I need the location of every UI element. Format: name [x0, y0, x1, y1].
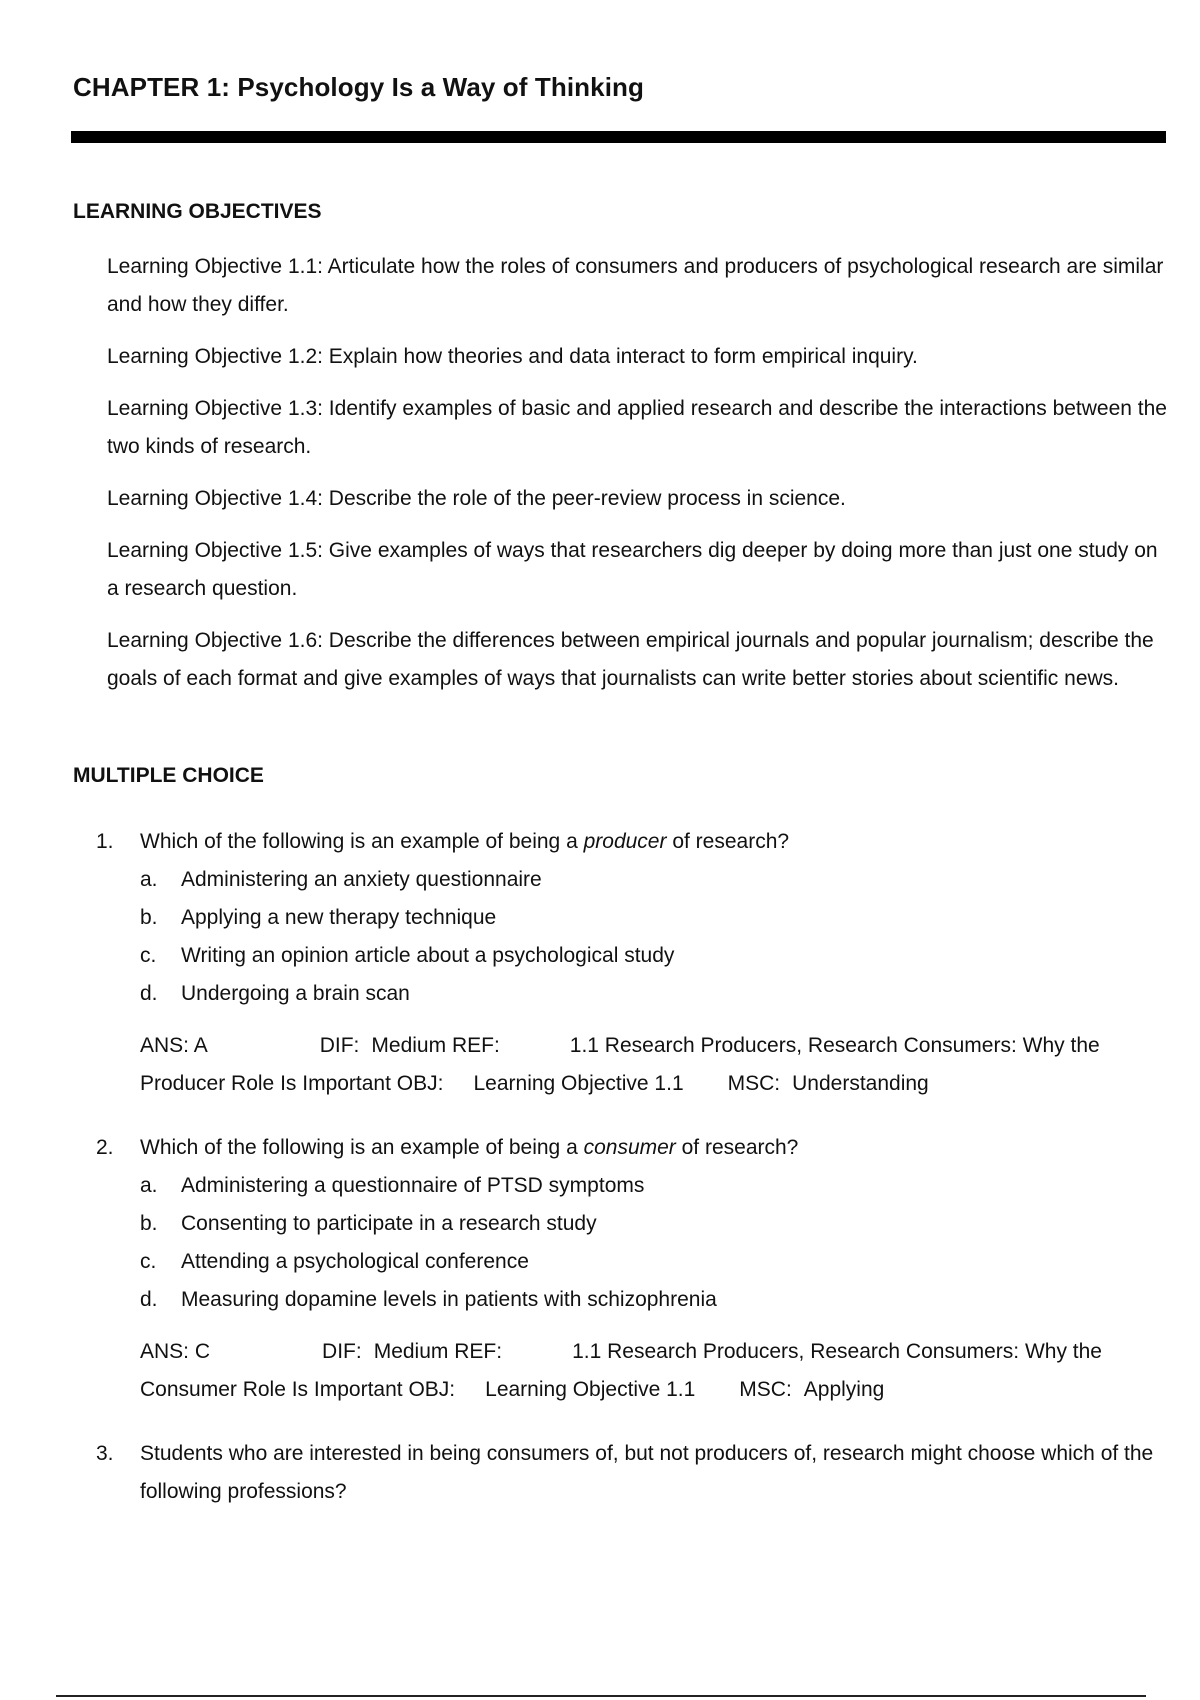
question-2 [96, 1129, 1176, 1409]
learning-objective-item: Learning Objective 1.2: Explain how theories and data interact to form empirical inquiry. [107, 345, 918, 368]
answer-option: a. Administering an anxiety questionnaire [140, 868, 542, 891]
answer-options [96, 1167, 1176, 1319]
answer-option: c. Writing an opinion article about a psychological study [140, 944, 675, 967]
question-stem [96, 823, 1176, 861]
answer-metadata: ANS: A DIF: Medium REF: 1.1 Research Producers, Research Consumers: Why the Producer Role Is Important OBJ: Learning Objective 1.1 MSC: Understanding [140, 1034, 1100, 1095]
answer-option: d. Undergoing a brain scan [140, 982, 410, 1005]
question-stem [96, 1129, 1176, 1167]
multiple-choice-heading: MULTIPLE CHOICE [73, 764, 264, 787]
skill-level: Understanding [792, 1072, 929, 1095]
learning-objectives-heading: LEARNING OBJECTIVES [73, 200, 322, 223]
skill-level: Applying [803, 1378, 885, 1401]
learning-objective-item: Learning Objective 1.6: Describe the differences between empirical journals and popular journalism; describe the goals of each format and give examples of ways that journalists can write better stories about scientific news. [107, 629, 1154, 690]
answer-option: c. Attending a psychological conference [140, 1250, 529, 1273]
answer-options [96, 861, 1176, 1013]
objective-ref: Learning Objective 1.1 [473, 1072, 684, 1095]
answer-option: d. Measuring dopamine levels in patients with schizophrenia [140, 1288, 717, 1311]
question-1 [96, 823, 1176, 1103]
question-text: Which of the following is an example of being a producer of research? [140, 830, 790, 853]
question-stem [96, 1435, 1176, 1511]
objective-ref: Learning Objective 1.1 [485, 1378, 696, 1401]
question-number: 2. [96, 1136, 114, 1159]
question-text: Which of the following is an example of being a consumer of research? [140, 1136, 799, 1159]
answer-key: A [193, 1034, 208, 1057]
question-number: 1. [96, 830, 114, 853]
question-number: 3. [96, 1442, 114, 1465]
difficulty: Medium [371, 1034, 447, 1057]
question-3 [96, 1435, 1176, 1511]
answer-key: C [194, 1340, 211, 1363]
questions-list [96, 823, 1176, 1537]
answer-option: b. Applying a new therapy technique [140, 906, 497, 929]
learning-objective-item: Learning Objective 1.3: Identify examples of basic and applied research and describe the interactions between the two kinds of research. [107, 397, 1167, 458]
difficulty: Medium [373, 1340, 449, 1363]
footer-divider [56, 1695, 1146, 1697]
learning-objectives-list [107, 248, 1172, 712]
learning-objective-item: Learning Objective 1.4: Describe the role of the peer-review process in science. [107, 487, 846, 510]
question-text: Students who are interested in being consumers of, but not producers of, research might choose which of the following professions? [140, 1442, 1154, 1503]
title-divider [71, 131, 1166, 143]
reference: 1.1 Research Producers, Research Consumers: Why the Producer Role Is Important [140, 1034, 1100, 1095]
answer-metadata: ANS: C DIF: Medium REF: 1.1 Research Producers, Research Consumers: Why the Consumer Role Is Important OBJ: Learning Objective 1.1 MSC: Applying [140, 1340, 1102, 1401]
emphasized-term: producer [583, 830, 667, 853]
reference: 1.1 Research Producers, Research Consumers: Why the Consumer Role Is Important [140, 1340, 1102, 1401]
learning-objective-item: Learning Objective 1.1: Articulate how the roles of consumers and producers of psychological research are similar and how they differ. [107, 255, 1164, 316]
answer-option: b. Consenting to participate in a research study [140, 1212, 597, 1235]
answer-option: a. Administering a questionnaire of PTSD symptoms [140, 1174, 645, 1197]
learning-objective-item: Learning Objective 1.5: Give examples of ways that researchers dig deeper by doing more than just one study on a research question. [107, 539, 1158, 600]
chapter-title: CHAPTER 1: Psychology Is a Way of Thinking [73, 72, 644, 102]
emphasized-term: consumer [583, 1136, 676, 1159]
